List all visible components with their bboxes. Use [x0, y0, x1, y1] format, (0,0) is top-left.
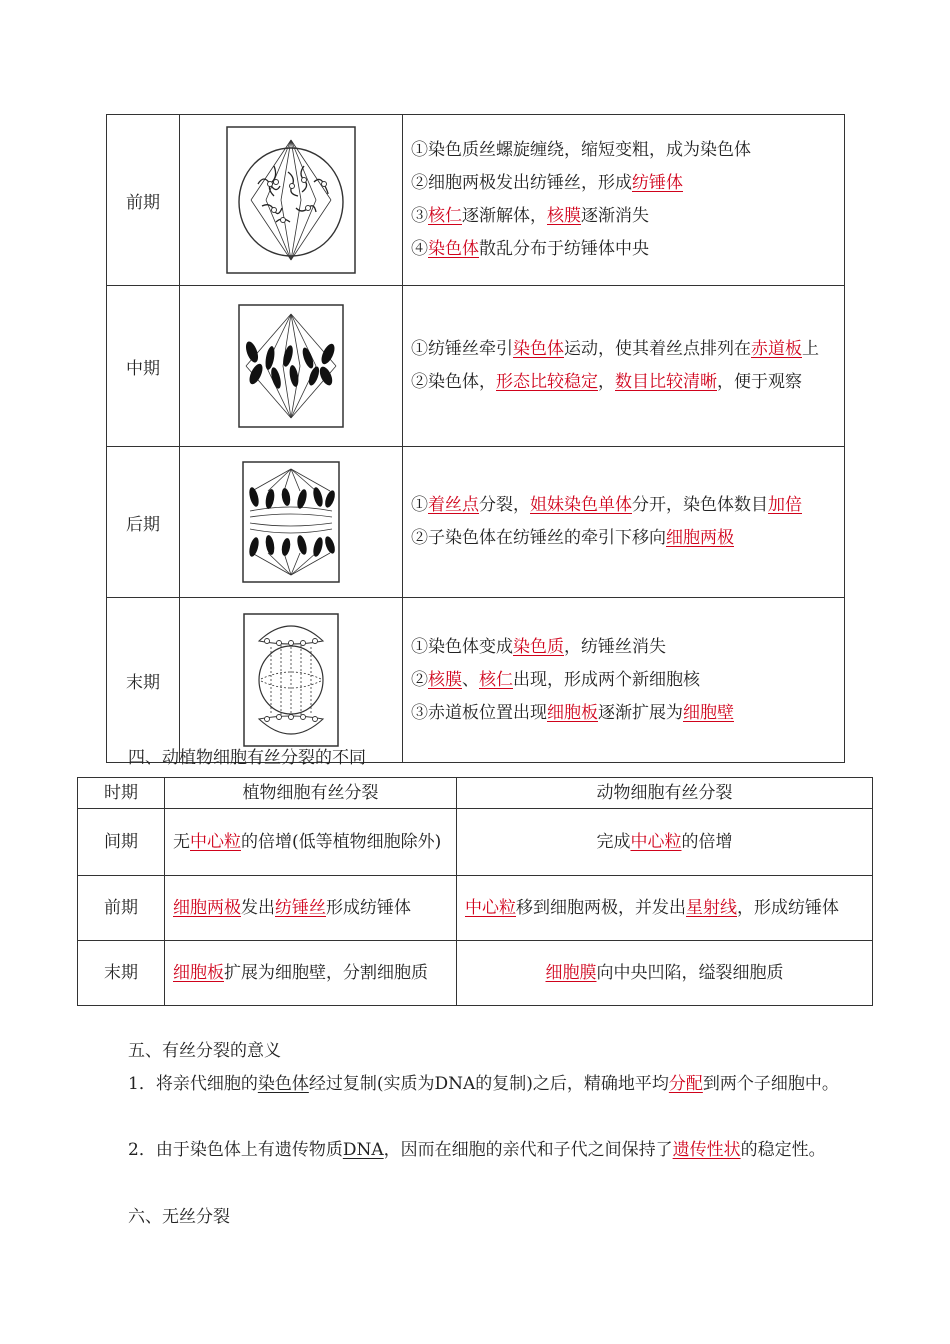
cell-text	[173, 898, 411, 918]
section-heading: 四、动植物细胞有丝分裂的不同	[128, 748, 366, 768]
paragraph	[86, 1134, 866, 1166]
description-line	[411, 233, 836, 266]
description-line	[411, 664, 836, 697]
highlighted-term: 形态比较稳定	[496, 372, 598, 392]
text-run: ③赤道板位置出现	[411, 702, 547, 723]
text-run: ②子染色体在纺锤丝的牵引下移向	[411, 528, 666, 548]
animal-cell	[457, 941, 873, 1006]
highlighted-term: 染色体	[513, 339, 564, 359]
highlighted-term: 星射线	[686, 898, 737, 918]
text-run: ①	[411, 495, 428, 515]
text-run: 上	[802, 339, 819, 359]
phase-description	[403, 286, 845, 447]
highlighted-term: 细胞板	[547, 702, 598, 723]
text-run: 向中央凹陷，缢裂细胞质	[596, 963, 784, 983]
table-row	[107, 286, 845, 447]
highlighted-term: 染色质	[513, 636, 564, 657]
text-run: 分裂，	[479, 495, 530, 515]
section-heading: 六、无丝分裂	[128, 1207, 230, 1227]
text-run: ①染色质丝螺旋缠绕，缩短变粗，成为染色体	[411, 140, 751, 160]
highlighted-term: 中心粒	[630, 832, 682, 852]
highlighted-term: 加倍	[768, 495, 802, 515]
cell-text	[173, 832, 441, 852]
phase-label: 末期	[107, 598, 180, 763]
text-run: 形成纺锤体	[326, 898, 411, 918]
table-row	[107, 598, 845, 763]
text-run: 的倍增	[681, 832, 733, 852]
anaphase-figure	[180, 447, 403, 598]
text-run: 发出	[241, 898, 275, 918]
text-run: ，便于观察	[717, 372, 802, 392]
text-run: 扩展为细胞壁，分割细胞质	[224, 963, 428, 983]
plant-cell	[165, 876, 457, 941]
header-cell: 动物细胞有丝分裂	[457, 778, 873, 809]
prophase-figure	[180, 115, 403, 286]
text-run: ①染色体变成	[411, 636, 513, 657]
description-line	[411, 489, 836, 522]
text-run: ②染色体，	[411, 372, 496, 392]
telophase-figure	[180, 598, 403, 763]
text-run: 分开，染色体数目	[632, 495, 768, 515]
text-run: 无	[173, 832, 190, 852]
cell-text	[546, 963, 784, 983]
header-cell: 时期	[78, 778, 165, 809]
phase-description	[403, 447, 845, 598]
phase-label: 间期	[78, 809, 165, 876]
phase-description	[403, 598, 845, 763]
section-heading: 五、有丝分裂的意义	[128, 1041, 281, 1061]
text-run: 完成	[596, 832, 631, 852]
text-run: ①纺锤丝牵引	[411, 339, 513, 359]
description-lines	[411, 333, 836, 399]
text-run: 运动，使其着丝点排列在	[564, 339, 751, 359]
table-row	[78, 876, 873, 941]
mitosis-phase-table	[106, 114, 845, 763]
plant-cell	[165, 941, 457, 1006]
description-lines	[411, 134, 836, 266]
description-line	[411, 697, 836, 730]
description-lines	[411, 631, 836, 730]
description-line	[411, 134, 836, 167]
paragraph	[86, 1068, 866, 1100]
text-run: 出现，形成两个新细胞核	[513, 669, 700, 690]
text-run: 逐渐扩展为	[598, 702, 683, 723]
highlighted-term: 核仁	[428, 206, 462, 226]
description-lines	[411, 489, 836, 555]
description-line	[411, 333, 836, 366]
highlighted-term: 核膜	[547, 206, 581, 226]
text-run: 的倍增(低等植物细胞除外)	[241, 832, 442, 852]
highlighted-term: 中心粒	[190, 832, 241, 852]
cell-text	[173, 963, 428, 983]
text-run: 移到细胞两极，并发出	[516, 898, 686, 918]
description-line	[411, 167, 836, 200]
highlighted-term: 细胞两极	[173, 898, 241, 918]
highlighted-term: 纺锤体	[632, 173, 683, 193]
highlighted-term: 染色体	[428, 239, 479, 259]
highlighted-term: 核仁	[479, 669, 513, 690]
phase-label: 后期	[107, 447, 180, 598]
phase-label: 中期	[107, 286, 180, 447]
highlighted-term: 细胞壁	[683, 702, 734, 723]
highlighted-term: 赤道板	[751, 339, 802, 359]
text-run: 经过复制(实质为DNA的复制)之后，精确地平均	[308, 1074, 669, 1094]
highlighted-term: 核膜	[428, 669, 462, 690]
cell-text	[465, 898, 839, 918]
text-run: 的稳定性。	[740, 1140, 826, 1160]
cell-text	[597, 832, 733, 852]
highlighted-term: 数目比较清晰	[615, 372, 717, 392]
plant-animal-comparison-table	[77, 777, 873, 1006]
text-run: ，	[598, 372, 615, 392]
description-line	[411, 631, 836, 664]
highlighted-term: 细胞膜	[545, 963, 597, 983]
highlighted-term: 姐妹染色单体	[530, 495, 632, 515]
highlighted-term: 细胞两极	[666, 528, 734, 548]
text-run: 2．由于染色体上有遗传物质	[128, 1140, 343, 1160]
table-row	[78, 809, 873, 876]
table-row	[107, 447, 845, 598]
phase-label: 前期	[78, 876, 165, 941]
table-header-row	[78, 778, 873, 809]
highlighted-term: 细胞板	[173, 963, 224, 983]
highlighted-term: 中心粒	[465, 898, 516, 918]
text-run: 逐渐解体，	[462, 206, 547, 226]
phase-description	[403, 115, 845, 286]
text-run: 散乱分布于纺锤体中央	[479, 239, 649, 259]
highlighted-term: 遗传性状	[672, 1140, 741, 1160]
text-run: ，因而在细胞的亲代和子代之间保持了	[383, 1140, 673, 1160]
highlighted-term: 分配	[668, 1074, 703, 1094]
animal-cell	[457, 876, 873, 941]
text-run: ，形成纺锤体	[737, 898, 839, 918]
text-run: ，纺锤丝消失	[564, 636, 666, 657]
metaphase-figure	[180, 286, 403, 447]
table-row	[78, 941, 873, 1006]
text-run: 1．将亲代细胞的	[128, 1074, 258, 1094]
highlighted-term: 纺锤丝	[275, 898, 326, 918]
phase-label: 前期	[107, 115, 180, 286]
highlighted-term: 着丝点	[428, 495, 479, 515]
text-run: ②	[411, 669, 428, 690]
description-line	[411, 522, 836, 555]
text-run: 逐渐消失	[581, 206, 649, 226]
text-run: ③	[411, 206, 428, 226]
underlined-term: DNA	[342, 1140, 384, 1160]
underlined-term: 染色体	[257, 1074, 309, 1094]
text-run: ④	[411, 239, 428, 259]
header-cell: 植物细胞有丝分裂	[165, 778, 457, 809]
description-line	[411, 366, 836, 399]
text-run: 到两个子细胞中。	[702, 1074, 839, 1094]
table-row	[107, 115, 845, 286]
description-line	[411, 200, 836, 233]
text-run: ②细胞两极发出纺锤丝，形成	[411, 173, 632, 193]
plant-cell	[165, 809, 457, 876]
animal-cell	[457, 809, 873, 876]
text-run: 、	[462, 669, 479, 690]
phase-label: 末期	[78, 941, 165, 1006]
